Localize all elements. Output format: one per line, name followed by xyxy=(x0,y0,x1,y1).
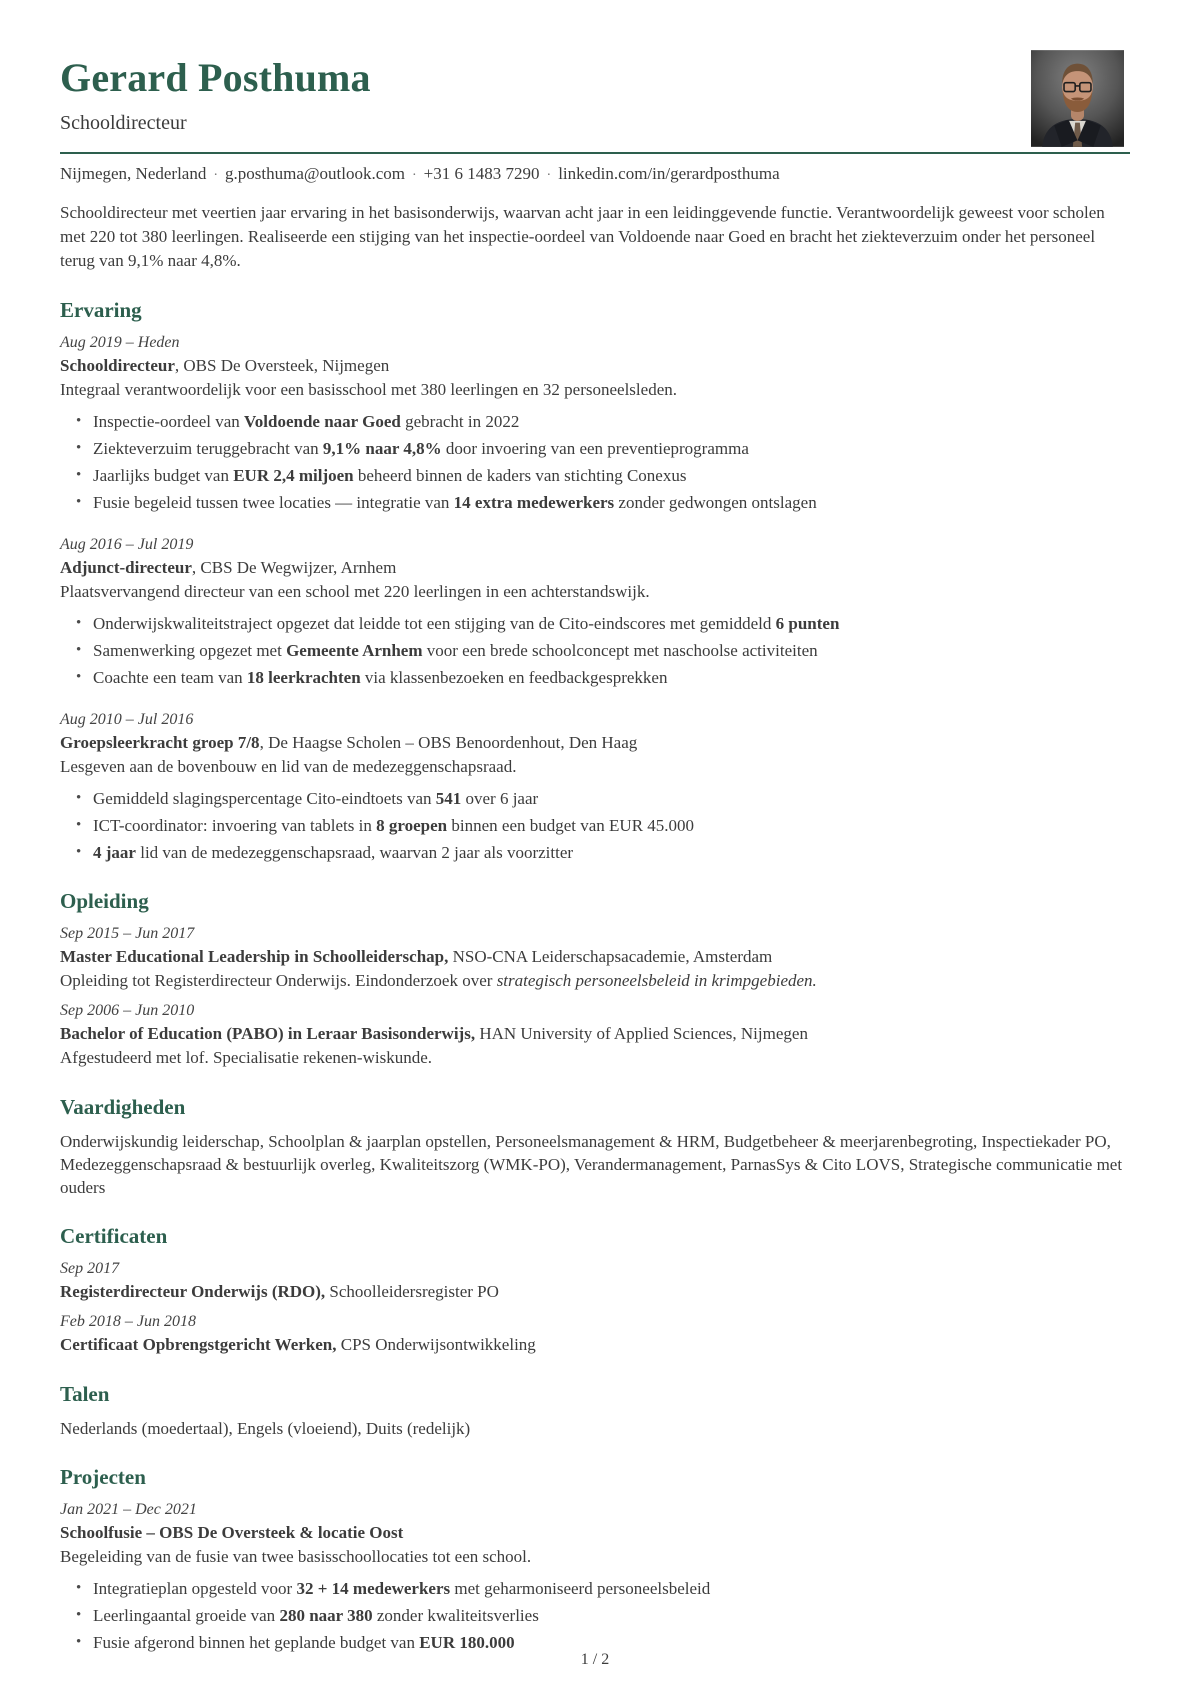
job-bullet-list xyxy=(60,411,1130,514)
education-dates: Sep 2015 – Jun 2017 xyxy=(60,924,195,942)
section-heading-certificaten: Certificaten xyxy=(60,1223,168,1248)
languages-paragraph: Nederlands (moedertaal), Engels (vloeiend), Duits (redelijk) xyxy=(60,1418,471,1438)
job-description: Integraal verantwoordelijk voor een basisschool met 380 leerlingen en 32 personeelsleden. xyxy=(60,379,677,399)
bullet-item: • Samenwerking opgezet met Gemeente Arnhem voor een brede schoolconcept met naschoolse activiteiten xyxy=(76,640,1130,662)
skills-paragraph: Onderwijskundig leiderschap, Schoolplan & jaarplan opstellen, Personeelsmanagement & HRM, Budgetbeheer & meerjarenbegroting, Inspectiekader PO, Medezeggenschapsraad & bestuurlijk overleg, Kwaliteitszorg (WMK-PO), Verandermanagement, ParnasSys & Cito LOVS, Strategische communicatie met ouders xyxy=(60,1131,1123,1197)
contact-linkedin: linkedin.com/in/gerardposthuma xyxy=(558,163,780,183)
education-dates: Sep 2006 – Jun 2010 xyxy=(60,1001,195,1019)
job-bullet-list xyxy=(60,788,1130,864)
certificate-title-line: Registerdirecteur Onderwijs (RDO), Schoolleidersregister PO xyxy=(60,1281,499,1301)
section-heading-vaardigheden: Vaardigheden xyxy=(60,1094,186,1119)
job-title-line: Schooldirecteur, OBS De Oversteek, Nijmegen xyxy=(60,355,390,375)
job-dates: Aug 2019 – Heden xyxy=(60,333,180,351)
person-job-title: Schooldirecteur xyxy=(60,111,187,134)
bullet-item: • Fusie afgerond binnen het geplande budget van EUR 180.000 xyxy=(76,1632,1130,1654)
summary-paragraph: Schooldirecteur met veertien jaar ervaring in het basisonderwijs, waarvan acht jaar in een leidinggevende functie. Verantwoordelijk geweest voor scholen met 220 tot 380 leerlingen. Realiseerde een stijging van het inspectie-oordeel van Voldoende naar Goed en bracht het ziekteverzuim onder het personeel terug van 9,1% naar 4,8%. xyxy=(60,202,1105,270)
section-heading-projecten: Projecten xyxy=(60,1464,146,1489)
certificate-dates: Sep 2017 xyxy=(60,1259,120,1277)
section-vaardigheden xyxy=(60,1094,1130,1199)
bullet-item: • Gemiddeld slagingspercentage Cito-eindtoets van 541 over 6 jaar xyxy=(76,788,1130,810)
section-heading-opleiding: Opleiding xyxy=(60,888,149,913)
job-dates: Aug 2010 – Jul 2016 xyxy=(60,710,194,728)
certificate-entry xyxy=(60,1258,1130,1304)
bullet-item: • Jaarlijks budget van EUR 2,4 miljoen beheerd binnen de kaders van stichting Conexus xyxy=(76,465,1130,487)
contact-location: Nijmegen, Nederland xyxy=(60,163,207,183)
education-description: Afgestudeerd met lof. Specialisatie rekenen-wiskunde. xyxy=(60,1047,432,1067)
certificate-entry xyxy=(60,1311,1130,1357)
bullet-item: • Inspectie-oordeel van Voldoende naar Goed gebracht in 2022 xyxy=(76,411,1130,433)
job-title-line: Adjunct-directeur, CBS De Wegwijzer, Arnhem xyxy=(60,557,397,577)
page-number: 1 / 2 xyxy=(580,1651,610,1668)
education-entry xyxy=(60,1000,1130,1070)
section-ervaring xyxy=(60,297,1130,864)
profile-photo xyxy=(1031,50,1124,147)
section-certificaten xyxy=(60,1223,1130,1357)
header xyxy=(60,56,1130,136)
job-bullet-list xyxy=(60,613,1130,689)
job-description: Lesgeven aan de bovenbouw en lid van de medezeggenschapsraad. xyxy=(60,756,517,776)
job-title-line: Groepsleerkracht groep 7/8, De Haagse Scholen – OBS Benoordenhout, Den Haag xyxy=(60,732,638,752)
headshot-illustration xyxy=(1031,50,1124,147)
section-talen xyxy=(60,1381,1130,1440)
contact-line xyxy=(60,162,1130,187)
certificate-dates: Feb 2018 – Jun 2018 xyxy=(60,1312,196,1330)
bullet-item: • Leerlingaantal groeide van 280 naar 380 zonder kwaliteitsverlies xyxy=(76,1605,1130,1627)
bullet-item: • Integratieplan opgesteld voor 32 + 14 medewerkers met geharmoniseerd personeelsbeleid xyxy=(76,1578,1130,1600)
bullet-item: • Onderwijskwaliteitstraject opgezet dat leidde tot een stijging van de Cito-eindscores met gemiddeld 6 punten xyxy=(76,613,1130,635)
project-title-line: Schoolfusie – OBS De Oversteek & locatie Oost xyxy=(60,1522,404,1542)
contact-phone: +31 6 1483 7290 xyxy=(423,163,540,183)
contact-separator: · xyxy=(412,167,417,183)
section-projecten xyxy=(60,1464,1130,1654)
education-title-line: Bachelor of Education (PABO) in Leraar Basisonderwijs, HAN University of Applied Sciences, Nijmegen xyxy=(60,1023,808,1043)
contact-email: g.posthuma@outlook.com xyxy=(225,163,405,183)
education-description: Opleiding tot Registerdirecteur Onderwijs. Eindonderzoek over strategisch personeelsbeleid in krimpgebieden. xyxy=(60,970,817,990)
job-description: Plaatsvervangend directeur van een school met 220 leerlingen in een achterstandswijk. xyxy=(60,581,650,601)
section-heading-ervaring: Ervaring xyxy=(60,297,142,322)
header-divider xyxy=(60,152,1130,154)
certificate-title-line: Certificaat Opbrengstgericht Werken, CPS Onderwijsontwikkeling xyxy=(60,1334,536,1354)
bullet-item: • Fusie begeleid tussen twee locaties — integratie van 14 extra medewerkers zonder gedwongen ontslagen xyxy=(76,492,1130,514)
project-entry xyxy=(60,1499,1130,1654)
bullet-item: • Coachte een team van 18 leerkrachten via klassenbezoeken en feedbackgesprekken xyxy=(76,667,1130,689)
project-bullet-list xyxy=(60,1578,1130,1654)
bullet-item: • 4 jaar lid van de medezeggenschapsraad, waarvan 2 jaar als voorzitter xyxy=(76,842,1130,864)
job-dates: Aug 2016 – Jul 2019 xyxy=(60,535,194,553)
contact-separator: · xyxy=(546,167,552,183)
bullet-item: • ICT-coordinator: invoering van tablets in 8 groepen binnen een budget van EUR 45.000 xyxy=(76,815,1130,837)
section-opleiding xyxy=(60,888,1130,1070)
project-dates: Jan 2021 – Dec 2021 xyxy=(60,1500,197,1518)
section-heading-talen: Talen xyxy=(60,1381,110,1406)
job-entry xyxy=(60,534,1130,689)
project-description: Begeleiding van de fusie van twee basisschoollocaties tot een school. xyxy=(60,1546,532,1566)
contact-separator: · xyxy=(213,167,219,183)
job-entry xyxy=(60,332,1130,514)
job-entry xyxy=(60,709,1130,864)
bullet-item: • Ziekteverzuim teruggebracht van 9,1% naar 4,8% door invoering van een preventieprogramma xyxy=(76,438,1130,460)
education-title-line: Master Educational Leadership in Schoolleiderschap, NSO-CNA Leiderschapsacademie, Amsterdam xyxy=(60,946,773,966)
person-name: Gerard Posthuma xyxy=(60,55,371,100)
education-entry xyxy=(60,923,1130,993)
